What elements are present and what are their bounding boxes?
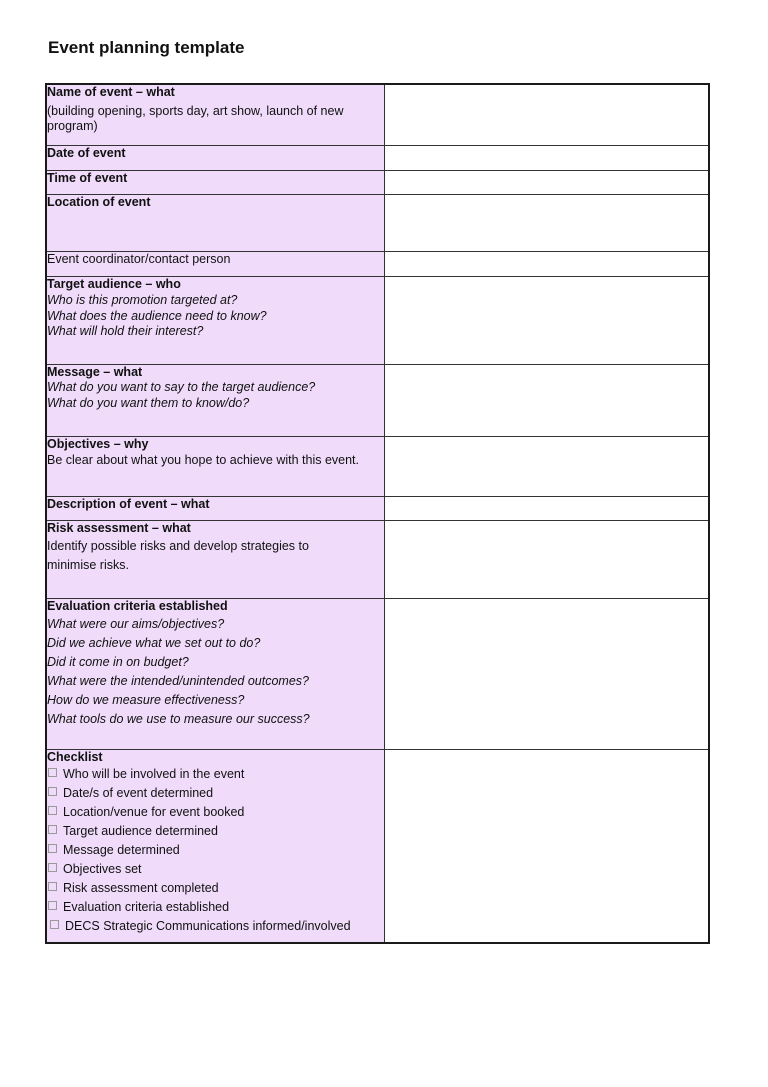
- checklist-item: [47, 841, 384, 860]
- label-cell: [46, 436, 385, 496]
- label-cell: [46, 520, 385, 598]
- checklist-item-label: Location/venue for event booked: [63, 805, 245, 819]
- checklist-item: [47, 803, 384, 822]
- question: Did it come in on budget?: [47, 655, 189, 669]
- question: What were our aims/objectives?: [47, 617, 225, 631]
- time-of-event-field[interactable]: [385, 170, 710, 194]
- checklist-item-label: Evaluation criteria established: [63, 900, 230, 914]
- row-description-of-event: [46, 496, 709, 520]
- row-heading: Description of event – what: [47, 496, 210, 511]
- checklist-item: [47, 784, 384, 803]
- row-heading: Time of event: [47, 170, 128, 185]
- row-heading: Target audience – who: [47, 276, 181, 291]
- label-cell: [46, 749, 385, 943]
- risk-assessment-field[interactable]: [385, 520, 710, 598]
- checklist-field[interactable]: [385, 749, 710, 943]
- row-target-audience: [46, 276, 709, 364]
- checklist-item: [47, 879, 384, 898]
- checkbox-icon[interactable]: [48, 768, 57, 777]
- question: What does the audience need to know?: [47, 308, 267, 323]
- label-cell: [46, 194, 385, 251]
- row-heading: Message – what: [47, 364, 143, 379]
- checklist-item-label: Objectives set: [63, 862, 142, 876]
- page-title: Event planning template: [48, 38, 245, 57]
- question: What will hold their interest?: [47, 324, 204, 338]
- question: What do you want them to know/do?: [47, 395, 250, 410]
- row-heading: Objectives – why: [47, 436, 149, 451]
- checkbox-icon[interactable]: [48, 863, 57, 872]
- row-time-of-event: [46, 170, 709, 194]
- question: What tools do we use to measure our success?: [47, 712, 310, 726]
- row-heading: Name of event – what: [47, 85, 175, 99]
- checklist-item: [47, 822, 384, 841]
- target-audience-field[interactable]: [385, 276, 710, 364]
- checkbox-icon[interactable]: [48, 806, 57, 815]
- row-heading: Location of event: [47, 194, 151, 209]
- label-cell: [46, 364, 385, 436]
- row-date-of-event: [46, 145, 709, 170]
- location-of-event-field[interactable]: [385, 194, 710, 251]
- checkbox-icon[interactable]: [48, 825, 57, 834]
- row-evaluation-criteria: [46, 598, 709, 749]
- row-heading: Checklist: [47, 749, 103, 764]
- name-of-event-field[interactable]: [385, 84, 710, 145]
- row-description: (building opening, sports day, art show, launch of new program): [47, 103, 344, 133]
- checklist-item-label: Date/s of event determined: [63, 786, 214, 800]
- checklist-item-label: DECS Strategic Communications informed/involved: [65, 919, 351, 933]
- row-name-of-event: [46, 84, 709, 145]
- checklist-item: [47, 898, 384, 917]
- checkbox-icon[interactable]: [50, 920, 59, 929]
- row-checklist: [46, 749, 709, 943]
- checklist-item: [47, 917, 384, 936]
- row-objectives: [46, 436, 709, 496]
- checklist-item-label: Message determined: [63, 843, 180, 857]
- message-field[interactable]: [385, 364, 710, 436]
- row-heading: Date of event: [47, 145, 126, 160]
- row-description: Be clear about what you hope to achieve with this event.: [47, 453, 359, 467]
- checklist-item: [47, 765, 384, 784]
- checklist-item-label: Target audience determined: [63, 824, 218, 838]
- row-description: minimise risks.: [47, 558, 129, 572]
- row-description: Identify possible risks and develop strategies to: [47, 539, 309, 553]
- question: What were the intended/unintended outcomes?: [47, 674, 309, 688]
- row-heading: Evaluation criteria established: [47, 598, 228, 613]
- checkbox-icon[interactable]: [48, 901, 57, 910]
- checkbox-icon[interactable]: [48, 882, 57, 891]
- label-cell: [46, 276, 385, 364]
- label-cell: [46, 496, 385, 520]
- label-cell: [46, 598, 385, 749]
- label-cell: [46, 170, 385, 194]
- checklist-item: [47, 860, 384, 879]
- date-of-event-field[interactable]: [385, 145, 710, 170]
- label-cell: [46, 84, 385, 145]
- label-cell: [46, 251, 385, 276]
- event-coordinator-field[interactable]: [385, 251, 710, 276]
- row-risk-assessment: [46, 520, 709, 598]
- evaluation-criteria-field[interactable]: [385, 598, 710, 749]
- description-of-event-field[interactable]: [385, 496, 710, 520]
- objectives-field[interactable]: [385, 436, 710, 496]
- question: Did we achieve what we set out to do?: [47, 636, 261, 650]
- row-heading: Event coordinator/contact person: [47, 251, 231, 266]
- checkbox-icon[interactable]: [48, 787, 57, 796]
- checklist-item-label: Who will be involved in the event: [63, 767, 245, 781]
- checkbox-icon[interactable]: [48, 844, 57, 853]
- question: Who is this promotion targeted at?: [47, 293, 238, 307]
- checklist-item-label: Risk assessment completed: [63, 881, 219, 895]
- row-heading: Risk assessment – what: [47, 520, 191, 535]
- event-planning-table: [45, 83, 710, 944]
- row-event-coordinator: [46, 251, 709, 276]
- question: What do you want to say to the target audience?: [47, 380, 316, 394]
- label-cell: [46, 145, 385, 170]
- question: How do we measure effectiveness?: [47, 693, 245, 707]
- row-location-of-event: [46, 194, 709, 251]
- row-message: [46, 364, 709, 436]
